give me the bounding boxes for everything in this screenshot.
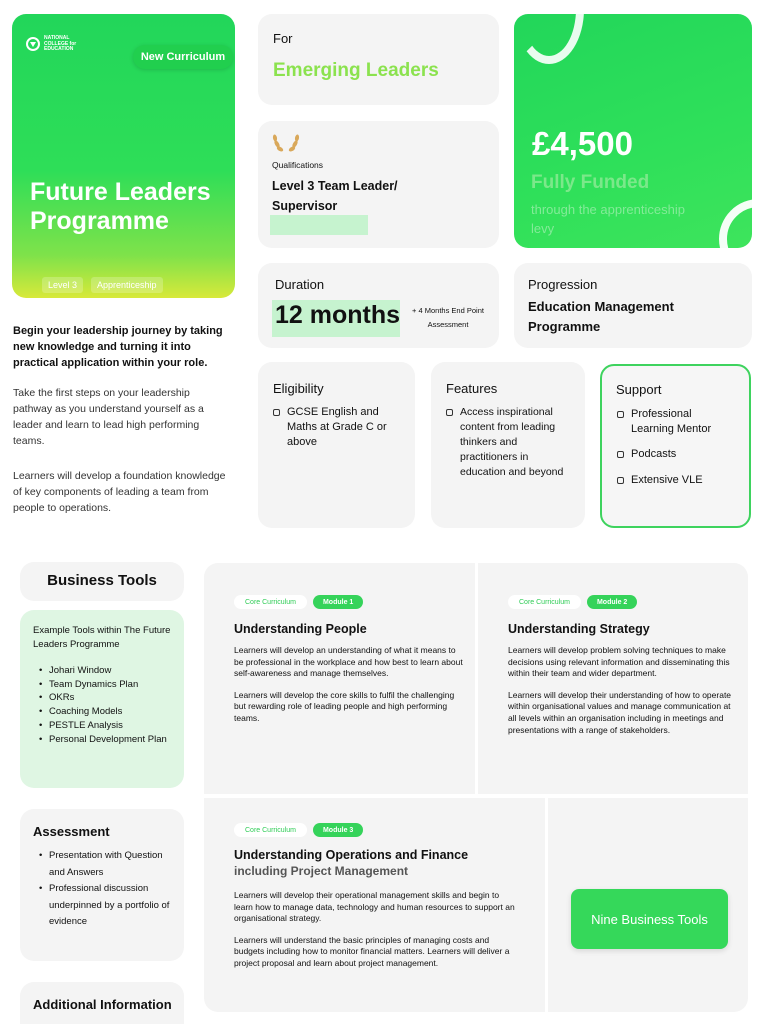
list-item: • Johari Window bbox=[33, 664, 178, 678]
new-curriculum-badge: New Curriculum bbox=[133, 45, 233, 69]
qualifications-card bbox=[258, 121, 499, 248]
programme-hero-card bbox=[12, 14, 235, 298]
progression-card bbox=[514, 263, 752, 348]
list-item: • Team Dynamics Plan bbox=[33, 678, 178, 692]
apprenticeship-tag: Apprenticeship bbox=[91, 277, 163, 293]
college-logo-text: NATIONAL COLLEGE for EDUCATION bbox=[44, 35, 77, 52]
business-tools-card bbox=[20, 610, 184, 788]
checkbox-icon bbox=[617, 477, 624, 484]
eligibility-card bbox=[258, 362, 415, 528]
divider bbox=[475, 563, 478, 795]
intro-paragraph: Learners will develop a foundation knowledge of key components of leading a team from people to operations. bbox=[13, 470, 226, 514]
core-curriculum-tag: Core Curriculum bbox=[234, 595, 307, 609]
support-item-text: Extensive VLE bbox=[631, 474, 703, 486]
module-number-tag: Module 2 bbox=[587, 595, 637, 609]
checkbox-icon bbox=[617, 411, 624, 418]
module-tags bbox=[234, 823, 519, 837]
highlight-bar bbox=[270, 215, 368, 235]
progression-value: Education Management Programme bbox=[528, 299, 674, 334]
duration-note: + 4 Months End Point Assessment bbox=[412, 306, 484, 329]
checkbox-icon bbox=[446, 409, 453, 416]
module-paragraph: Learners will understand the basic principles of managing costs and budgets including how to monitor financial matters. Learners will deliver a project proposal and learn about project management. bbox=[234, 934, 510, 968]
decorative-ring bbox=[514, 14, 584, 64]
support-item-text: Professional Learning Mentor bbox=[631, 408, 712, 435]
module-3 bbox=[234, 823, 519, 970]
college-logo-icon bbox=[26, 37, 40, 51]
audience-value: Emerging Leaders bbox=[273, 60, 439, 81]
support-item bbox=[617, 473, 737, 488]
level-tag: Level 3 bbox=[42, 277, 83, 293]
audience-label: For bbox=[273, 31, 293, 46]
business-tools-header bbox=[20, 562, 184, 601]
business-tools-title: Business Tools bbox=[47, 572, 157, 589]
checkbox-icon bbox=[617, 451, 624, 458]
intro-lead: Begin your leadership journey by taking new knowledge and turning it into practical application within your role. bbox=[13, 325, 223, 369]
decorative-ring bbox=[719, 199, 752, 248]
module-paragraph: Learners will develop the core skills to fulfil the challenging but rewarding role of leading people and high performing teams. bbox=[234, 689, 455, 723]
support-item bbox=[617, 447, 737, 462]
laurel-icon bbox=[271, 130, 301, 154]
funding-status: Fully Funded bbox=[531, 172, 650, 193]
business-tools-intro: Example Tools within The Future Leaders Programme bbox=[33, 625, 171, 650]
core-curriculum-tag: Core Curriculum bbox=[508, 595, 581, 609]
list-item: • Professional discussion underpinned by a portfolio of evidence bbox=[33, 881, 173, 931]
module-number-tag: Module 3 bbox=[313, 823, 363, 837]
divider bbox=[204, 794, 748, 798]
funding-card bbox=[514, 14, 752, 248]
module-title: Understanding People bbox=[234, 622, 367, 636]
eligibility-item-text: GCSE English and Maths at Grade C or above bbox=[287, 406, 387, 448]
assessment-title: Assessment bbox=[33, 824, 110, 839]
checkbox-icon bbox=[273, 409, 280, 416]
duration-card bbox=[258, 263, 499, 348]
list-item: • Coaching Models bbox=[33, 705, 178, 719]
list-item: • OKRs bbox=[33, 691, 178, 705]
programme-title: Future Leaders Programme bbox=[30, 178, 211, 235]
intro-paragraph: Take the first steps on your leadership pathway as you understand yourself as a leader and learn to lead high performing teams. bbox=[13, 387, 204, 447]
module-paragraph: Learners will develop an understanding of what it means to be professional in the workplace and how best to learn about self-awareness and manage themselves. bbox=[234, 645, 463, 679]
college-logo bbox=[26, 36, 78, 53]
qualifications-value-text: Level 3 Team Leader/ Supervisor bbox=[272, 179, 398, 233]
assessment-list bbox=[33, 848, 173, 931]
support-item-text: Podcasts bbox=[631, 448, 677, 460]
additional-info-card bbox=[20, 982, 184, 1024]
support-item bbox=[617, 407, 737, 437]
list-item: • Personal Development Plan bbox=[33, 733, 178, 747]
qualifications-label: Qualifications bbox=[272, 160, 324, 170]
features-item-text: Access inspirational content from leading thinkers and practitioners in education and beyond bbox=[460, 406, 564, 478]
module-paragraph: Learners will develop their understanding of how to operate within organisational values and manage communication at all levels within an organisation including in meetings and presentations with a range of stakeholders. bbox=[508, 689, 732, 735]
core-curriculum-tag: Core Curriculum bbox=[234, 823, 307, 837]
features-card bbox=[431, 362, 585, 528]
list-item: • PESTLE Analysis bbox=[33, 719, 178, 733]
module-paragraph: Learners will develop problem solving techniques to make decisions using relevant information and disseminating this within their team and wider department. bbox=[508, 645, 730, 679]
nine-business-tools-button[interactable]: Nine Business Tools bbox=[571, 889, 728, 949]
module-1 bbox=[234, 595, 464, 725]
module-title: Understanding Strategy bbox=[508, 622, 650, 636]
list-item: • Presentation with Question and Answers bbox=[33, 848, 173, 881]
module-2 bbox=[508, 595, 733, 736]
features-title: Features bbox=[446, 381, 498, 396]
divider bbox=[545, 798, 548, 1012]
module-number-tag: Module 1 bbox=[313, 595, 363, 609]
business-tools-list bbox=[33, 664, 178, 746]
support-card bbox=[600, 364, 751, 528]
audience-card bbox=[258, 14, 499, 105]
eligibility-item bbox=[273, 405, 403, 450]
module-title: Understanding Operations and Finance bbox=[234, 848, 469, 862]
duration-label: Duration bbox=[275, 277, 325, 292]
module-tags bbox=[508, 595, 733, 609]
duration-value: 12 months bbox=[275, 301, 401, 329]
module-paragraph: Learners will develop their operational management skills and begin to learn how to manage data, technology and human resources to support an organisational strategy. bbox=[234, 890, 515, 924]
module-subtitle: including Project Management bbox=[234, 864, 409, 878]
module-tags bbox=[234, 595, 464, 609]
features-item bbox=[446, 405, 576, 480]
funding-price: £4,500 bbox=[532, 125, 633, 162]
funding-description: through the apprenticeship levy bbox=[531, 202, 685, 236]
eligibility-title: Eligibility bbox=[273, 381, 324, 396]
additional-info-title: Additional Information bbox=[33, 997, 172, 1012]
assessment-card bbox=[20, 809, 184, 961]
support-title: Support bbox=[616, 382, 662, 397]
progression-label: Progression bbox=[528, 277, 598, 292]
